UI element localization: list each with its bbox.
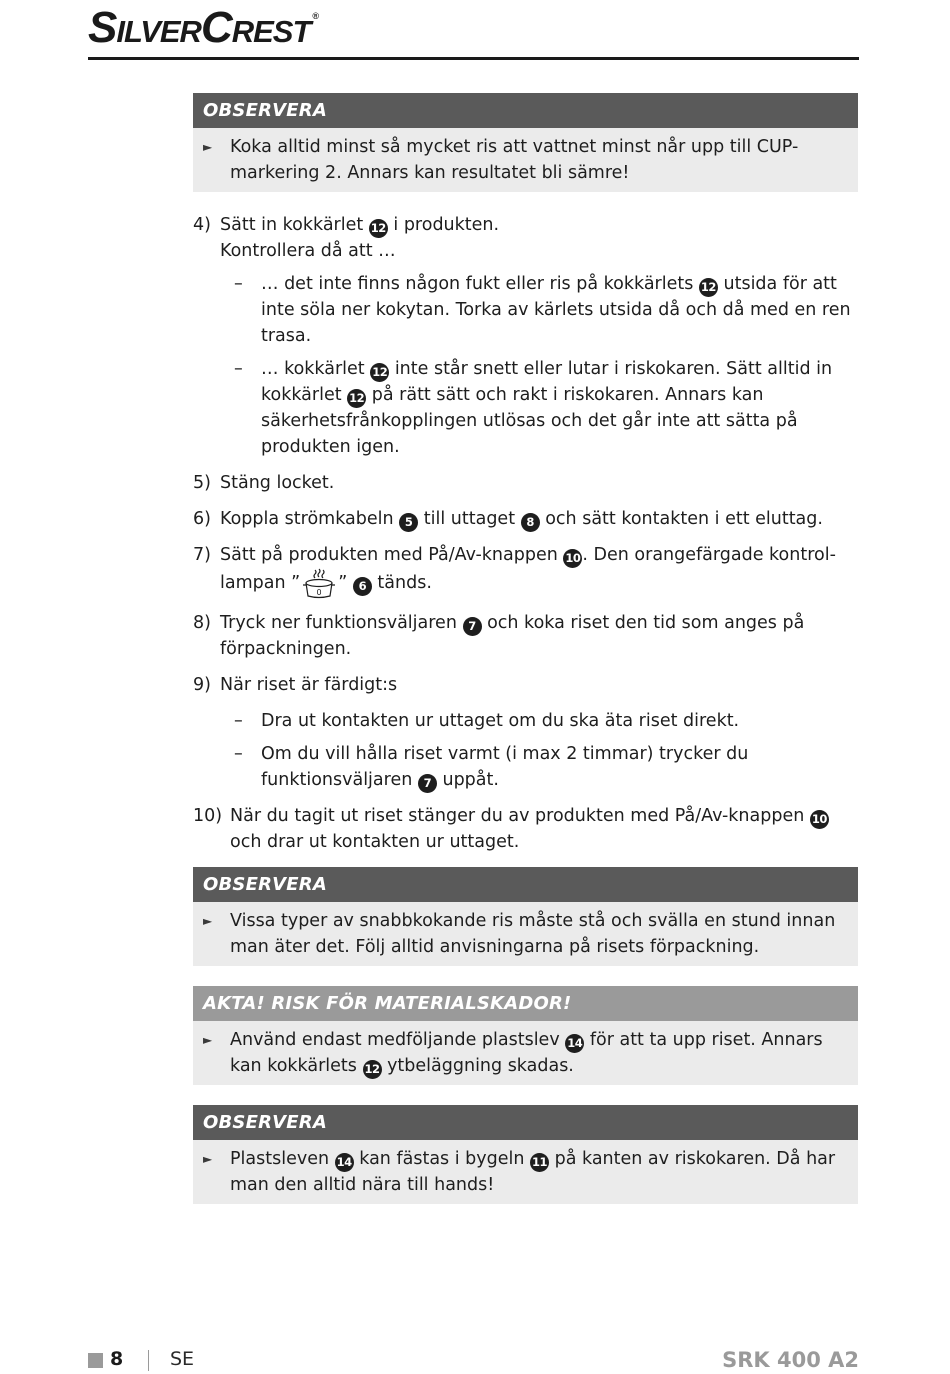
sub-item: – Om du vill hålla riset varmt (i max 2 timmar) trycker du funktionsväljaren 7 uppåt. [220,741,858,793]
sub-item: – … det inte finns någon fukt eller ris på kokkärlets 12 utsida för att inte söla ner kokytan. Torka av kärlets utsida då och då med en ren trasa. [234,274,851,346]
rice-cooker-icon [300,568,338,600]
ref-number: 6 [353,577,372,596]
bullet-arrow-icon: ► [203,1152,213,1166]
step-6: 6) Koppla strömkabeln 5 till uttaget 8 och sätt kontakten i ett eluttag. [193,506,858,532]
language-code: SE [170,1348,195,1370]
step-9: 9) När riset är färdigt:s – Dra ut kontakten ur uttaget om du ska äta riset direkt. – Om du vill hålla riset varmt (i max 2 timmar) trycker du funktionsväljaren 7 uppåt. [193,672,858,793]
ref-number: 8 [521,513,540,532]
note-box-2 [193,867,858,966]
warning-box [193,986,858,1085]
page-content [193,93,858,1224]
ref-number: 12 [363,1060,382,1079]
step-10: 10) När du tagit ut riset stänger du av produkten med På/Av-knappen 10 och drar ut kontakten ur uttaget. [193,806,827,852]
brand-logo: SILVERCREST ® [88,3,319,52]
note-text: Koka alltid minst så mycket ris att vattnet minst når upp till CUP-markering 2. Annars kan resultatet bli sämre! [230,137,799,183]
note-box-3 [193,1105,858,1204]
page-footer [88,1348,859,1374]
ref-number: 14 [565,1034,584,1053]
warning-title: AKTA! RISK FÖR MATERIALSKADOR! [193,986,858,1021]
ref-number: 14 [335,1153,354,1172]
model-number: SRK 400 A2 [722,1348,859,1372]
bullet-arrow-icon: ► [203,914,213,928]
note-title: OBSERVERA [193,93,858,128]
ref-number: 12 [699,278,718,297]
ref-number: 7 [418,774,437,793]
ref-number: 11 [530,1153,549,1172]
step-4: 4) Sätt in kokkärlet 12 i produkten. Kontrollera då att … – … det inte finns någon fukt eller ris på kokkärlets 12 utsida för att inte söla ner kokytan. Torka av kärlets utsida då och då med en ren trasa. – … kokkärlet 12 inte står snett eller lutar i riskokaren. Sätt alltid in kokkärlet 12 på rätt sätt och rakt i riskokaren. Annars kan säkerhetsfrånkopplingen utlösas och det går inte att sätta på produkten igen. [193,212,858,460]
ref-number: 12 [369,219,388,238]
ref-number: 12 [347,389,366,408]
bullet-arrow-icon: ► [203,140,213,154]
ref-number: 12 [370,363,389,382]
page-number: 8 [110,1348,124,1370]
ref-number: 10 [810,810,829,829]
note-box-1 [193,93,858,192]
note-text: Plastsleven 14 kan fästas i bygeln 11 på kanten av riskokaren. Då har man den alltid nära till hands! [230,1149,836,1195]
header-rule [88,57,859,60]
note-title: OBSERVERA [193,1105,858,1140]
ref-number: 7 [463,617,482,636]
bullet-arrow-icon: ► [203,1033,213,1047]
ref-number: 10 [563,549,582,568]
sub-item: – … kokkärlet 12 inte står snett eller lutar i riskokaren. Sätt alltid in kokkärlet 12 på rätt sätt och rakt i riskokaren. Annars kan säkerhetsfrånkopplingen utlösas och det går inte att sätta på produkten igen. [234,359,833,457]
step-list [193,212,858,855]
step-7: 7) Sätt på produkten med På/Av-knappen 10 . Den orangefärgade kontrollampan ” 0 ” 6 tänds. [193,542,858,600]
footer-square-icon [88,1353,103,1368]
ref-number: 5 [399,513,418,532]
note-text: Vissa typer av snabbkokande ris måste stå och svälla en stund innan man äter det. Följ alltid anvisningarna på risets förpackning. [230,911,836,957]
note-title: OBSERVERA [193,867,858,902]
footer-divider [148,1350,149,1371]
step-5: 5) Stäng locket. [193,473,335,493]
step-8: 8) Tryck ner funktionsväljaren 7 och koka riset den tid som anges på förpackningen. [193,613,805,659]
svg-text:0: 0 [316,588,322,597]
sub-item: – Dra ut kontakten ur uttaget om du ska äta riset direkt. [234,711,740,731]
warning-text: Använd endast medföljande plastslev 14 för att ta upp riset. Annars kan kokkärlets 12 ytbeläggning skadas. [230,1027,848,1079]
